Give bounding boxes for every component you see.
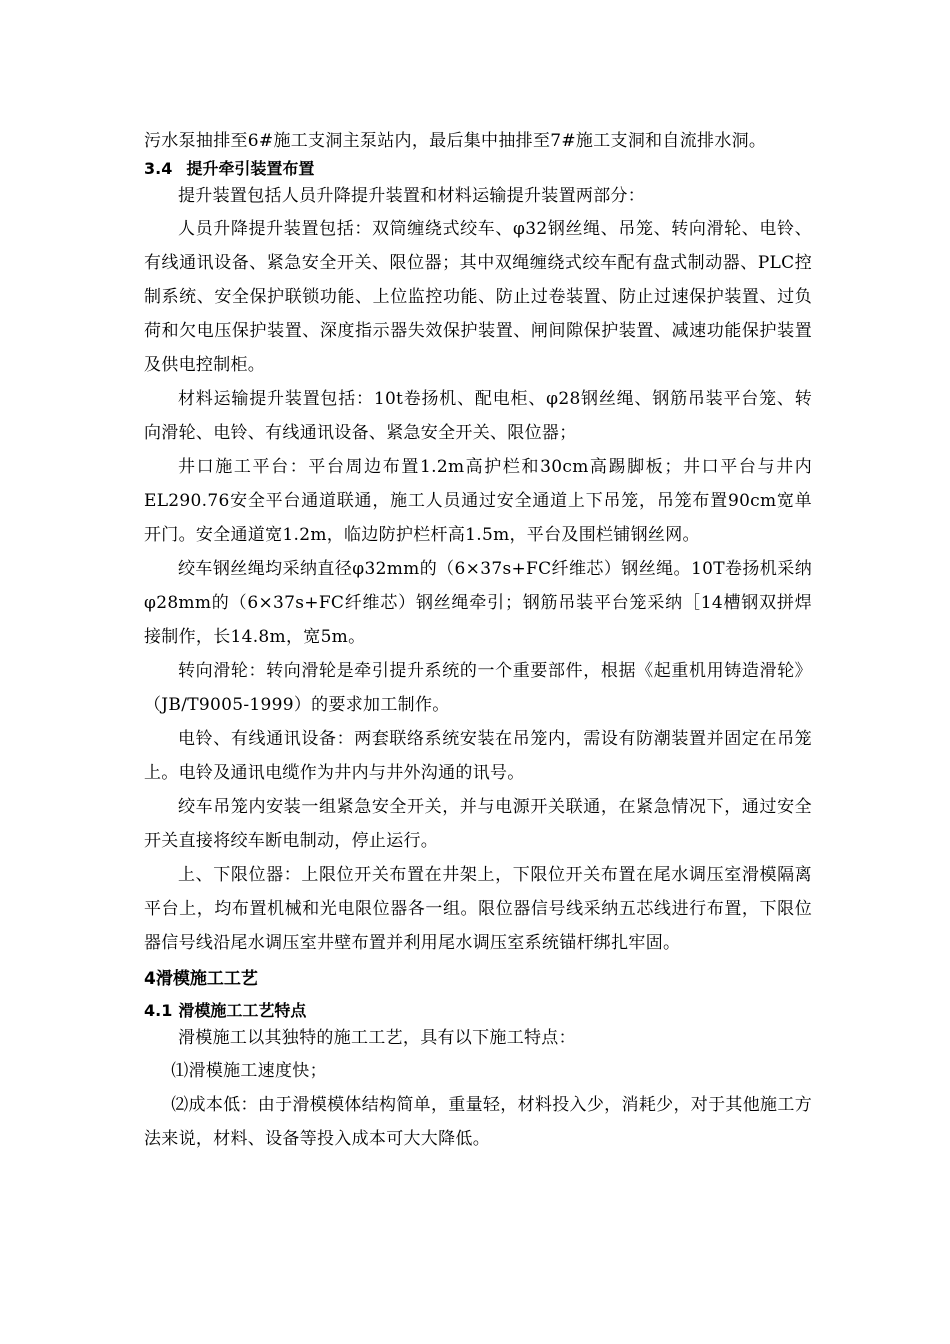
paragraph-safety-switch: 绞车吊笼内安装一组紧急安全开关，并与电源开关联通，在紧急情况下，通过安全开关直接将绞车断电制动，停止运行。 bbox=[144, 797, 812, 851]
paragraph-pulley: 转向滑轮：转向滑轮是牵引提升系统的一个重要部件，根据《起重机用铸造滑轮》（JB/T9005-1999）的要求加工制作。 bbox=[144, 661, 812, 715]
list-item-cost: ⑵成本低：由于滑模模体结构简单，重量轻，材料投入少，消耗少，对于其他施工方法来说，材料、设备等投入成本可大大降低。 bbox=[144, 1095, 812, 1149]
paragraph-limiters: 上、下限位器：上限位开关布置在井架上，下限位开关布置在尾水调压室滑模隔离平台上，均布置机械和光电限位器各一组。限位器信号线采纳五芯线进行布置，下限位器信号线沿尾水调压室井壁布置并利用尾水调压室系统锚杆绑扎牢固。 bbox=[144, 865, 812, 953]
paragraph-drainage: 污水泵抽排至6#施工支洞主泵站内，最后集中抽排至7#施工支洞和自流排水洞。 bbox=[144, 131, 767, 151]
chapter-heading-4: 4滑模施工工艺 bbox=[144, 969, 258, 989]
paragraph-bell-comms: 电铃、有线通讯设备：两套联络系统安装在吊笼内，需设有防潮装置并固定在吊笼上。电铃及通讯电缆作为井内与井外沟通的讯号。 bbox=[144, 729, 812, 783]
list-item-speed: ⑴滑模施工速度快； bbox=[171, 1061, 327, 1081]
paragraph-lifting-intro: 提升装置包括人员升降提升装置和材料运输提升装置两部分： bbox=[178, 186, 646, 206]
section-heading-3-4 bbox=[144, 158, 812, 180]
paragraph-wire-rope: 绞车钢丝绳均采纳直径φ32mm的（6×37s+FC纤维芯）钢丝绳。10T卷扬机采纳φ28mm的（6×37s+FC纤维芯）钢丝绳牵引；钢筋吊装平台笼采纳［14槽钢双拼焊接制作，长14.8m，宽5m。 bbox=[144, 559, 812, 647]
paragraph-platform: 井口施工平台：平台周边布置1.2m高护栏和30cm高踢脚板；井口平台与井内EL290.76安全平台通道联通，施工人员通过安全通道上下吊笼，吊笼布置90cm宽单开门。安全通道宽1.2m，临边防护栏杆高1.5m，平台及围栏铺钢丝网。 bbox=[144, 457, 812, 545]
section-title: 滑模施工工艺特点 bbox=[178, 1001, 307, 1020]
section-heading-4-1 bbox=[144, 1000, 812, 1022]
paragraph-slipform-intro: 滑模施工以其独特的施工工艺，具有以下施工特点： bbox=[178, 1028, 576, 1048]
page-content bbox=[144, 124, 812, 1156]
section-title: 提升牵引装置布置 bbox=[186, 159, 315, 178]
paragraph-personnel-lift: 人员升降提升装置包括：双筒缠绕式绞车、φ32钢丝绳、吊笼、转向滑轮、电铃、有线通讯设备、紧急安全开关、限位器；其中双绳缠绕式绞车配有盘式制动器、PLC控制系统、安全保护联锁功能、上位监控功能、防止过卷装置、防止过速保护装置、过负荷和欠电压保护装置、深度指示器失效保护装置、闸间隙保护装置、减速功能保护装置及供电控制柜。 bbox=[144, 219, 812, 375]
section-number: 3.4 bbox=[144, 159, 173, 178]
section-number: 4.1 bbox=[144, 1001, 173, 1020]
paragraph-material-lift: 材料运输提升装置包括：10t卷扬机、配电柜、φ28钢丝绳、钢筋吊装平台笼、转向滑轮、电铃、有线通讯设备、紧急安全开关、限位器； bbox=[144, 389, 812, 443]
